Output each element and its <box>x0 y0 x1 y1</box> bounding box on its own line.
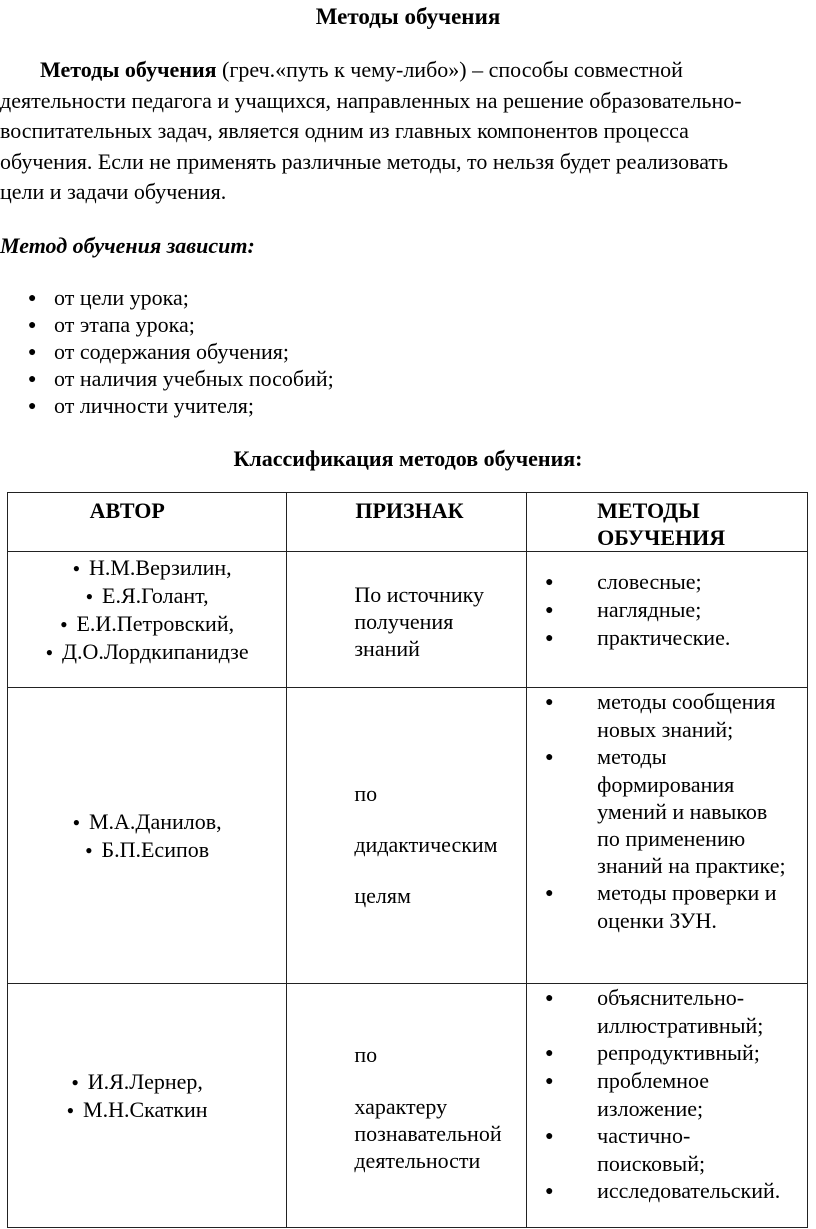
table-header-row <box>8 493 808 552</box>
intro-line: деятельности педагога и учащихся, направленных на решение образовательно- <box>0 88 742 113</box>
criterion-cell: по дидактическим целям <box>287 688 527 984</box>
intro-line: цели и задачи обучения. <box>0 179 227 204</box>
intro-line: воспитательных задач, является одним из главных компонентов процесса <box>0 118 689 143</box>
criterion-cell: по характеру познавательной деятельности <box>287 984 527 1228</box>
page-title: Методы обучения <box>315 4 501 29</box>
table-row <box>8 984 808 1228</box>
table-row <box>8 552 808 688</box>
criterion-cell: По источнику получения знаний <box>287 552 527 688</box>
header-author: АВТОР <box>8 493 287 552</box>
header-criterion: ПРИЗНАК <box>287 493 527 552</box>
table-row <box>8 688 808 984</box>
authors-cell: ● М.А.Данилов, ● Б.П.Есипов <box>8 688 287 984</box>
classification-table <box>7 492 808 1228</box>
intro-line: обучения. Если не применять различные методы, то нельзя будет реализовать <box>0 149 729 174</box>
depends-heading: Метод обучения зависит: <box>0 233 255 258</box>
header-methods: МЕТОДЫ ОБУЧЕНИЯ <box>527 493 808 552</box>
list-item: ● от содержания обучения; <box>28 339 290 364</box>
intro-line: Методы обучения (греч.«путь к чему-либо») – способы совместной <box>40 57 683 82</box>
authors-cell: ● Н.М.Верзилин, ● Е.Я.Голант, ● Е.И.Петровский, ● Д.О.Лордкипанидзе <box>8 552 287 688</box>
methods-cell: ● методы сообщения новых знаний; ● методы формирования умений и навыков по применению знаний на практике; ● методы проверки и оценки ЗУН. <box>527 688 808 984</box>
list-item: ● от наличия учебных пособий; <box>28 366 334 391</box>
classification-heading: Классификация методов обучения: <box>233 446 583 471</box>
authors-cell: ● И.Я.Лернер, ● М.Н.Скаткин <box>8 984 287 1228</box>
intro-term: Методы обучения <box>40 57 217 82</box>
methods-cell: ● словесные; ● наглядные; ● практические. <box>527 552 808 688</box>
list-item: ● от цели урока; <box>28 285 189 310</box>
list-item: ● от личности учителя; <box>28 393 255 418</box>
methods-cell: ● объяснительно-иллюстративный; ● репродуктивный; ● проблемное изложение; ● частично-поисковый; ● исследовательский. <box>527 984 808 1228</box>
list-item: ● от этапа урока; <box>28 312 195 337</box>
